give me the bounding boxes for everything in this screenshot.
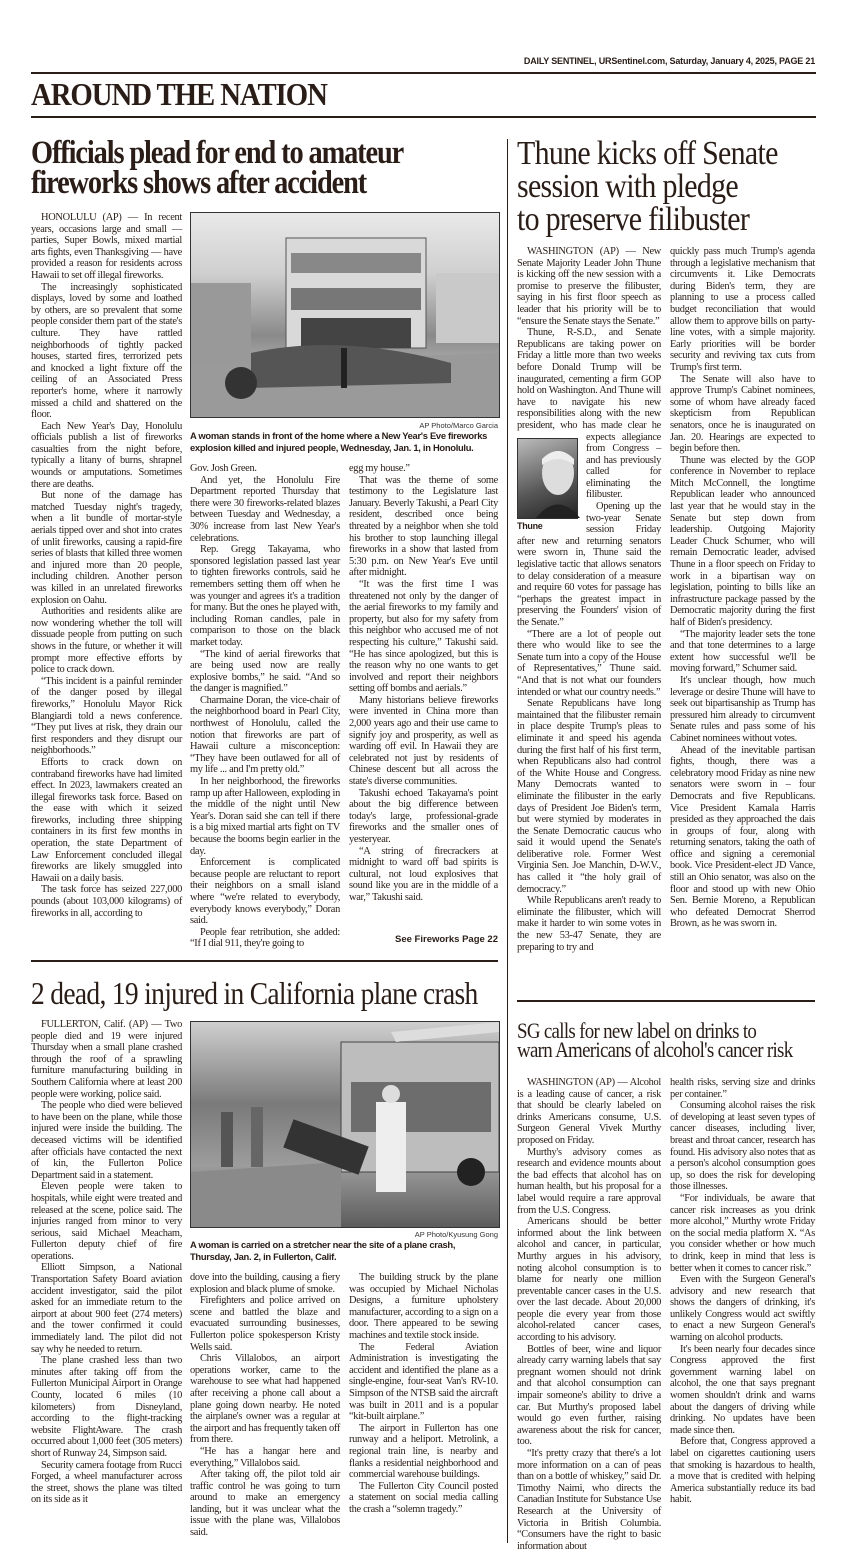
fireworks-photo bbox=[190, 212, 500, 418]
paragraph: The Senate will also have to approve Trump's Cabinet nominees, some of whom have already faced skepticism from Republican senators, once he is inaugurated on Jan. 20. Hearings are expected to begin before then. bbox=[670, 373, 815, 455]
headline-line: SG calls for new label on drinks to bbox=[517, 1018, 757, 1043]
thune-column-2 bbox=[670, 246, 815, 978]
paragraph: Efforts to crack down on contraband fireworks have had limited effect. In 2023, lawmakers created an illegal fireworks task force. Based on the ease with which it seized fireworks, including three shipping containers in its first few months in operation, the state Department of Law Enforcement concluded illegal fireworks are likely smuggled into Hawaii on a daily basis. bbox=[31, 756, 182, 884]
section-title: AROUND THE NATION bbox=[31, 76, 327, 112]
paragraph: “It was the first time I was threatened not only by the danger of the aerial fireworks to my family and property, but also for my safety from this neighbor who accused me of not respecting his culture,” Takushi said. “He has since apologized, but this is the reason why no one wants to get involved and report their neighbors setting off bombs and aerials.” bbox=[349, 578, 498, 695]
paragraph: In her neighborhood, the fireworks ramp up after Halloween, exploding in the middle of the night until New Year's. Doran said she can tell if there is a big mixed martial arts fight on TV because the booms begin earlier in the day. bbox=[190, 776, 340, 857]
jump-link[interactable]: See Fireworks Page 22 bbox=[395, 934, 498, 945]
paragraph: “The kind of aerial fireworks that are being used now are really explosive bombs,” he said. “And so the danger is magnified.” bbox=[190, 648, 340, 695]
paragraph: Chris Villalobos, an airport operations worker, came to the warehouse to see what had happened after receiving a phone call about a plane going down nearby. He noted the airplane's owner was a regular at the airport and has frequently taken off from there. bbox=[190, 1353, 340, 1446]
thune-photo bbox=[517, 438, 578, 533]
paragraph: After taking off, the pilot told air traffic control he was going to turn around to make an emergency landing, but it was unclear what the issue with the plane was, Villalobos said. bbox=[190, 1469, 340, 1539]
headline-line: session with pledge bbox=[517, 168, 738, 205]
photo-credit: AP Photo/Marco Garcia bbox=[419, 421, 498, 430]
paragraph: And yet, the Honolulu Fire Department reported Thursday that there were 30 fireworks-related blazes between Tuesday and Wednesday, a 30% increase from last New Year's celebrations. bbox=[190, 474, 340, 544]
paragraph: Charmaine Doran, the vice-chair of the neighborhood board in Pearl City, northwest of Honolulu, called the notion that fireworks are part of Hawaii culture a misconception: “They have been outlawed for all of my life ... and I'm pretty old.” bbox=[190, 694, 340, 776]
paragraph: Takushi echoed Takayama's point about the big difference between today's large, professional-grade fireworks and the smaller ones of yesteryear. bbox=[349, 787, 498, 845]
paragraph: Senate Republicans have long maintained that the filibuster remain in place despite Trump's pleas to eliminate it and speed his agenda during the first half of his first term, when Republicans also had control of the White House and Congress. Many Democrats wanted to eliminate the filibuster in the early days of President Joe Biden's term, but were stymied by moderates in the Senate Democratic caucus who said it would upend the Senate's deliberative role. Former West Virginia Sen. Joe Manchin, D-W.V., has called it “the holy grail of democracy.” bbox=[517, 698, 661, 895]
paragraph: quickly pass much Trump's agenda through a legislative mechanism that circumvents it. Like Democrats during Biden's term, they are planning to use a process called budget reconciliation that would allow them to approve bills on party-line votes, with a simple majority. Early priorities will be border security and reviving tax cuts from Trump's first term. bbox=[670, 246, 815, 373]
section-rule bbox=[31, 116, 816, 118]
paragraph: Enforcement is complicated because people are reluctant to report their neighbors on a small island where “we're related to everybody, everybody knows everybody,” Doran said. bbox=[190, 857, 340, 927]
photo-credit: AP Photo/Kyusung Gong bbox=[414, 1230, 498, 1239]
paragraph: People fear retribution, she added: “If I dial 911, they're going to bbox=[190, 926, 340, 950]
paragraph: Firefighters and police arrived on scene and battled the blaze and evacuated surrounding businesses, Fullerton police spokesperson Kristy Wells said. bbox=[190, 1295, 340, 1353]
paragraph: dove into the building, causing a fiery explosion and black plume of smoke. bbox=[190, 1272, 340, 1295]
paragraph: Rep. Gregg Takayama, who sponsored legislation passed last year to tighten fireworks controls, said he remembers setting them off when he was younger and agrees it's a tradition for many. But the ones he played with, including Roman candles, pale in comparison to those on the black market today. bbox=[190, 544, 340, 648]
stretcher-scene-image bbox=[191, 1022, 499, 1227]
headline-line: Thune kicks off Senate bbox=[517, 135, 778, 172]
plane-column-1 bbox=[31, 1019, 182, 1543]
story-rule bbox=[31, 960, 498, 962]
alcohol-headline bbox=[517, 1018, 793, 1062]
fireworks-column-2 bbox=[190, 463, 340, 950]
alcohol-column-2 bbox=[670, 1077, 815, 1543]
paragraph: “He has a hangar here and everything,” Villalobos said. bbox=[190, 1445, 340, 1469]
paragraph: Elliott Simpson, a National Transportation Safety Board aviation accident investigator, said the pilot asked for an immediate return to the airport at about 900 feet (274 meters) and the tower confirmed it could immediately land. The pilot did not say why he needed to return. bbox=[31, 1262, 182, 1355]
photo-label: Thune bbox=[517, 520, 543, 531]
paragraph bbox=[517, 327, 661, 531]
paragraph: The task force has seized 227,000 pounds (about 103,000 kilograms) of fireworks in all, according to bbox=[31, 884, 182, 919]
paragraph: Eleven people were taken to hospitals, while eight were treated and released at the scene, police said. The injuries ranged from minor to very serious, said Michael Meacham, Fullerton deputy chief of fire operations. bbox=[31, 1181, 182, 1262]
plane-column-3 bbox=[349, 1272, 498, 1543]
paragraph: It's been nearly four decades since Congress approved the first government warning label on alcohol, the one that says pregnant women shouldn't drink and warns about the dangers of driving while drinking. No updates have been made since then. bbox=[670, 1343, 815, 1436]
paragraph: That was the theme of some testimony to the Legislature last January. Beverly Takushi, a Pearl City resident, described once being threated by a neighbor when she told his brother to stop launching illegal fireworks in a show that lasted from 5:30 p.m. on New Year's Eve until after midnight. bbox=[349, 474, 498, 579]
paragraph: egg my house.” bbox=[349, 463, 410, 474]
plane-crash-photo bbox=[190, 1021, 500, 1228]
thune-headline bbox=[517, 137, 778, 236]
paragraph: The airport in Fullerton has one runway and a heliport. Metrolink, a regional train line, is nearby and flanks a residential neighborhood and commercial warehouse buildings. bbox=[349, 1422, 498, 1481]
headline-line: warn Americans of alcohol's cancer risk bbox=[517, 1037, 793, 1062]
headline-line: fireworks shows after accident bbox=[31, 165, 367, 201]
paragraph: “It's pretty crazy that there's a lot more information on a can of peas than on a bottle of whiskey,” said Dr. Timothy Naimi, who directs the Canadian Institute for Substance Use Research at the University of Victoria in British Columbia. “Consumers have the right to basic information about bbox=[517, 1448, 661, 1552]
paragraph: Consuming alcohol raises the risk of developing at least seven types of cancer diseases, including liver, breast and throat cancer, research has found. His advisory also notes that as a person's alcohol consumption goes up, so does the risk for developing those illnesses. bbox=[670, 1100, 815, 1193]
paragraph: The people who died were believed to have been on the plane, while those injured were inside the building. The deceased victims will be identified after officials have contacted the next of kin, the Fullerton Police Department said in a statement. bbox=[31, 1100, 182, 1181]
plane-headline: 2 dead, 19 injured in California plane crash bbox=[31, 975, 478, 1011]
column-divider bbox=[507, 139, 508, 1543]
paragraph: Even with the Surgeon General's advisory and new research that shows the dangers of drinking, it's unlikely Congress would act swiftly to enact a new Surgeon General's warning on alcohol products. bbox=[670, 1274, 815, 1344]
paragraph-part: Thune, R-S.D., and Senate Republicans are taking power on Friday a little more than two weeks before Donald Trump will be inaugurated, cementing a firm GOP hold on Washington. And Thune will have to navigate his new responsibilities along with the new president, who has made bbox=[517, 327, 661, 431]
paragraph: Murthy's advisory comes as research and evidence mounts about the bad effects that alcohol has on human health, but his proposal for a label would require a rare approval from the U.S. Congress. bbox=[517, 1146, 661, 1216]
fireworks-column-3 bbox=[349, 463, 498, 923]
thune-column-1 bbox=[517, 246, 661, 978]
paragraph: “The majority leader sets the tone and that tone determines to a large extent how successful we'll be moving forward,” Schumer said. bbox=[670, 628, 815, 675]
paragraph: Ahead of the inevitable partisan fights, though, there was a celebratory mood Friday as nine new senators were sworn in – four Democrats and five Republicans. Vice President Kamala Harris presided as they approached the dais in groups of four, along with returning senators, taking the oath of office and signing a ceremonial book. Vice President-elect JD Vance, still an Ohio senator, was also on the floor and stood up with new Ohio Sen. Bernie Moreno, a Republican who defeated Democrat Sherrod Brown, as he was sworn in. bbox=[670, 744, 815, 930]
paragraph: It's unclear though, how much leverage or desire Thune will have to seek out bipartisanship as Trump has pressured him already to circumvent Senate rules and pass some of his Cabinet nominees without votes. bbox=[670, 674, 815, 744]
fireworks-headline bbox=[31, 135, 404, 201]
paragraph: Thune was elected by the GOP conference in November to replace Mitch McConnell, the longtime Republican leader who announced last year that he would stay in the Senate but step down from leadership. Outgoing Majority Leader Chuck Schumer, who will remain Democratic leader, advised Thune in a floor speech on Friday to work in a bipartisan way on legislation, pointing to bills like an infrastructure package passed by the Democratic majority during the first half of Biden's presidency. bbox=[670, 454, 815, 628]
paragraph: The building struck by the plane was occupied by Michael Nicholas Designs, a furniture upholstery manufacturer, according to a sign on a door. There appeared to be sewing machines and textile stock inside. bbox=[349, 1272, 498, 1341]
paragraph: Bottles of beer, wine and liquor already carry warning labels that say pregnant women should not drink and that alcohol consumption can impair someone's ability to drive a car. But Murthy's proposed label would go even further, raising awareness about the risk for cancer, too. bbox=[517, 1343, 661, 1448]
paragraph: FULLERTON, Calif. (AP) — Two people died and 19 were injured Thursday when a small plane crashed through the roof of a sprawling furniture manufacturing building in Southern California where at least 200 people were working, police said. bbox=[31, 1019, 182, 1100]
paragraph: Security camera footage from Rucci Forged, a wheel manufacturer across the street, shows the plane was tilted on its side as it bbox=[31, 1459, 182, 1506]
alcohol-column-1 bbox=[517, 1077, 661, 1552]
photo-caption: A woman is carried on a stretcher near the site of a plane crash, Thursday, Jan. 2, in Fullerton, Calif. bbox=[190, 1239, 456, 1262]
damaged-house-image bbox=[191, 213, 499, 417]
headline-line: Officials plead for end to amateur bbox=[31, 135, 404, 171]
paragraph: Before that, Congress approved a label on cigarettes cautioning users that smoking is hazardous to health, a move that is credited with helping America substantially reduce its bad habit. bbox=[670, 1436, 815, 1506]
paragraph: WASHINGTON (AP) — New Senate Majority Leader John Thune is kicking off the new session with a promise to preserve the filibuster, saying in his first floor speech as leader that his priority will be to “ensure the Senate stays the Senate.” bbox=[517, 246, 661, 327]
photo-caption: A woman stands in front of the home where a New Year's Eve fireworks explosion killed and injured people, Wednesday, Jan. 1, in Honolulu. bbox=[190, 430, 488, 453]
paragraph: The plane crashed less than two minutes after taking off from the Fullerton Municipal Airport in Orange County, located 6 miles (10 kilometers) from Disneyland, according to the flight-tracking website FlightAware. The crash occurred about 1,000 feet (305 meters) short of Runway 24, Simpson said. bbox=[31, 1355, 182, 1459]
plane-column-2 bbox=[190, 1272, 340, 1543]
story-rule bbox=[517, 1000, 815, 1002]
paragraph: “There are a lot of people out there who would like to see the Senate turn into a copy of the House of Representatives,” Thune said. “And that is not what our founders intended or what our country needs.” bbox=[517, 628, 661, 698]
paragraph-part: clear he expects allegiance from Congress – and has previously called for eliminating the filibuster. bbox=[586, 419, 661, 501]
paragraph: WASHINGTON (AP) — Alcohol is a leading cause of cancer, a risk that should be clearly labeled on drinks Americans consume, U.S. Surgeon General Vivek Murthy proposed on Friday. bbox=[517, 1077, 661, 1146]
paragraph: HONOLULU (AP) — In recent years, occasions large and small — parties, Super Bowls, mixed martial arts fights, even Thanksgiving — have provided a reason for residents across Hawaii to set off illegal fireworks. bbox=[31, 212, 182, 281]
paragraph: Many historians believe fireworks were invented in China more than 2,000 years ago and their use came to signify joy and prosperity, as well as warding off evil. In Hawaii they are celebrated not just by residents of Chinese descent but all across the state's diverse communities. bbox=[349, 694, 498, 788]
paragraph: “A string of firecrackers at midnight to ward off bad spirits is cultural, not loud explosives that sound like you are in the middle of a war,” Takushi said. bbox=[349, 845, 498, 903]
paragraph: Authorities and residents alike are now wondering whether the toll will dissuade people from putting on such shows in the future, or whether it will prompt more effective efforts by police to crack down. bbox=[31, 606, 182, 676]
paragraph: Americans should be better informed about the link between alcohol and cancer, in particular, Murthy argues in his advisory, noting alcohol consumption is to blame for nearly one million preventable cancer cases in the U.S. over the last decade. About 20,000 people die every year from those alcohol-related cancer cases, according to his advisory. bbox=[517, 1216, 661, 1344]
paragraph: Each New Year's Day, Honolulu officials publish a list of fireworks casualties from the night before, typically a litany of burns, shrapnel wounds or amputations. Sometimes there are deaths. bbox=[31, 420, 182, 490]
paragraph: While Republicans aren't ready to eliminate the filibuster, which will make it harder to win some votes in the new 53-47 Senate, they are preparing to try and bbox=[517, 895, 661, 953]
paragraph: “This incident is a painful reminder of the danger posed by illegal fireworks,” Honolulu Mayor Rick Blangiardi told a news conference. “They put lives at risk, they drain our first responders and they disrupt our neighborhoods.” bbox=[31, 675, 182, 757]
paragraph: But none of the damage has matched Tuesday night's tragedy, when a lit bundle of mortar-style aerials tipped over and shot into crates of unlit fireworks, causing a rapid-fire series of blasts that killed three women and injured more than 20 people, including children. Another person was killed in an unrelated fireworks explosion on Oahu. bbox=[31, 490, 182, 606]
top-rule bbox=[31, 72, 816, 74]
fireworks-column-1 bbox=[31, 212, 182, 947]
paragraph: The increasingly sophisticated displays, loved by some and loathed by others, are so prevalent that some people consider them part of the state's culture. They have rattled neighborhoods of tightly packed houses, started fires, terrorized pets and knocked a light fixture off the ceiling of an Associated Press reporter's home, where it narrowly missed a child and shattered on the floor. bbox=[31, 281, 182, 421]
paragraph: The Federal Aviation Administration is investigating the accident and identified the plane as a single-engine, four-seat Van's RV-10. Simpson of the NTSB said the aircraft was built in 2011 and is a popular “kit-built airplane.” bbox=[349, 1341, 498, 1423]
paragraph: The Fullerton City Council posted a statement on social media calling the crash a “solemn tragedy.” bbox=[349, 1480, 498, 1515]
thune-portrait-image bbox=[517, 438, 578, 519]
paragraph: “For individuals, be aware that cancer risk increases as you drink more alcohol,” Murthy wrote Friday on the social media platform X. “As you consider whether or how much to drink, keep in mind that less is better when it comes to cancer risk.” bbox=[670, 1192, 815, 1274]
paragraph: Gov. Josh Green. bbox=[190, 463, 257, 474]
page-folio: DAILY SENTINEL, URSentinel.com, Saturday, January 4, 2025, PAGE 21 bbox=[523, 56, 815, 66]
paragraph: Opening up the two-year Senate session Friday after new and returning senators were sworn in, Thune said the legislative tactic that allows senators to delay consideration of a measure and require 60 votes for passage has “perhaps the greatest impact in preserving the Founders' vision of the Senate.” bbox=[517, 501, 661, 628]
paragraph: health risks, serving size and drinks per container.” bbox=[670, 1077, 815, 1100]
headline-line: to preserve filibuster bbox=[517, 201, 750, 238]
